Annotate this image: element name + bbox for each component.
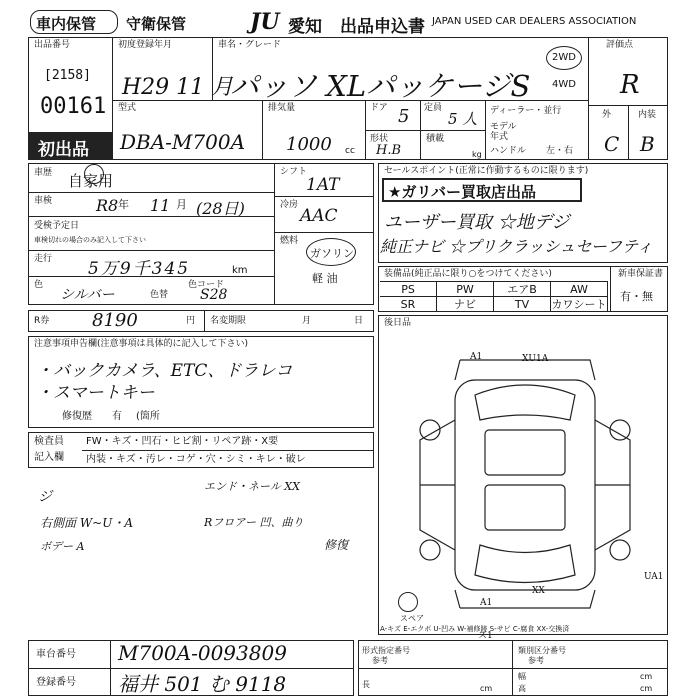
load-label: 積載 [426,134,445,144]
equipment-item: PW [437,281,494,296]
first-reg-value: H29 11 月 [122,75,234,100]
dealer-label: ディーラー・並行 [490,106,562,116]
exterior-label: 外 [602,110,612,120]
drive-4wd: 4WD [552,79,576,90]
equipment-item: エアB [494,281,551,296]
received-label: 受検予定日 [34,221,80,231]
cc-unit: cc [345,146,355,156]
sales-point-label: セールスポイント(正常に作動するものに限ります) [384,166,589,176]
form-title: 出品申込書 [340,17,425,37]
equipment-item: TV [494,296,551,311]
aircon-label: 冷房 [280,200,299,210]
inspection-row-2: 内装・キズ・汚レ・コゲ・穴・シミ・キレ・破レ [86,454,306,465]
steering-options: 左・右 [546,146,574,156]
ju-logo: JU [250,9,280,35]
exterior-score: C [604,132,620,156]
model-year-label: モデル [490,122,517,132]
displacement-label: 排気量 [268,103,296,113]
fuel-label: 燃料 [280,236,299,246]
gulliver-text: ★ガリバー買取店出品 [388,183,536,201]
inspection-day: (28日) [196,199,245,218]
repair-label: 修復歴 [62,411,92,422]
km-unit: km [232,265,248,276]
first-reg-label: 初度登録年月 [118,40,173,50]
color-code-label: 色コード [188,280,225,290]
aircon-value: AAC [300,206,338,226]
ref-label-2: 参考 [528,656,544,665]
year-label: 年式 [490,132,509,142]
notes-label: 注意事項申告欄(注意事項は具体的に記入して下さい) [34,339,249,349]
inspection-unit-month: 月 [176,198,187,211]
color-change-label: 色替 [150,290,169,300]
diagram-mark-zi: ズ1 [478,631,493,641]
spare-tire-icon [398,592,418,612]
recycle-yen: 円 [186,316,196,326]
class-no-label: 類別区分番号 [518,646,566,655]
fuel-diesel: 軽 油 [312,272,338,285]
shift-value: 1AT [306,175,340,195]
equipment-item: ナビ [437,296,494,311]
equipment-item: SR [380,296,437,311]
plate-label: 登録番号 [36,677,76,688]
first-listing-label: 初出品 [38,140,89,160]
score-value: R [620,70,640,100]
score-label: 評価点 [606,40,634,50]
org-name: 愛知 [288,17,322,37]
repair-yes: 有 [112,411,122,422]
plate-value: 福井 501 む 9118 [118,672,287,696]
sales-point-2: 純正ナビ ☆プリクラッシュセーフティ [380,237,653,256]
equipment-item: PS [380,281,437,296]
kg-unit: kg [472,150,482,159]
model-label: 型式 [118,103,137,113]
notes-line-2: ・スマートキー [36,383,155,403]
capacity-label: 定員 [424,103,443,113]
diagram-mark-a1b: A1 [480,598,493,608]
inspection-note-5: ボデー A [40,540,85,553]
shape-label: 形状 [370,134,389,144]
damage-legend: A-キズ E-エクボ U-凹み W-補修跡 S-サビ C-腐食 XX-交換済 [380,625,570,633]
diagram-mark-ua1: UA1 [644,572,664,582]
length-label: 長 [362,680,370,689]
inspection-unit-year: 年 [118,198,129,211]
shift-label: シフト [280,167,308,177]
name-change-label: 名変期限 [210,316,247,326]
inspection-note-3: 右側面 W~U・A [40,516,133,530]
recycle-value: 8190 [92,310,138,331]
inspection-month: 11 [150,196,171,215]
shape-spec-label: 形式指定番号 [362,646,410,655]
model-value: DBA-M700A [120,130,246,154]
diagram-mark-a1: A1 [470,352,483,362]
fuel-gasoline: ガソリン [310,247,354,260]
inspector-label: 検査員 [34,436,64,447]
repair-part: (箇所 [136,411,160,422]
diagram-mark-xx: XX [532,586,545,596]
inspection-year: R8 [96,196,119,215]
received-note: 車検切れの場合のみ記入して下さい [34,236,146,244]
chassis-label: 車台番号 [36,649,76,660]
height-unit: cm [640,684,653,693]
width-unit: cm [640,672,653,681]
lot-code: [2158] [44,68,91,83]
new-warranty-options: 有・無 [620,290,653,303]
inspection-note-6: 修復 [324,538,349,552]
equipment-item: AW [551,281,608,296]
height-label: 高 [518,684,526,693]
association-name: JAPAN USED CAR DEALERS ASSOCIATION [432,16,637,27]
tab-guard-storage-label: 守衛保管 [126,15,187,33]
interior-label: 内装 [638,110,657,120]
new-warranty-label: 新車保証書 [618,269,664,279]
usage-label: 車歴 [34,168,53,178]
diagram-mark-xu1a: XU1A [522,354,549,364]
name-grade-value: パッソ XLパッケージS [230,69,531,103]
capacity-value: 5 人 [448,110,478,128]
inspection-note-4: Rフロアー 凹、曲り [204,516,304,529]
recycle-row [28,310,374,332]
entry-label: 記入欄 [34,452,64,463]
rear-seat-label: 後日品 [384,318,412,328]
lot-number: 00161 [40,94,107,119]
notes-line-1: ・バックカメラ、ETC、ドラレコ [36,361,293,381]
color-code-value: S28 [200,287,228,303]
color-value: シルバー [60,287,115,303]
color-label: 色 [34,280,44,290]
lot-number-label: 出品番号 [34,40,71,50]
inspection-label: 車検 [34,196,53,206]
ref-label-1: 参考 [372,656,388,665]
interior-score: B [640,132,655,156]
mileage-value: 5万9千345 [88,259,191,279]
shape-value: H.B [376,143,402,158]
spare-label: スペア [400,614,424,623]
equipment-item: カワシート [551,298,607,311]
chassis-value: M700A-0093809 [118,641,287,665]
inspection-row-1: FW・キズ・凹石・ヒビ割・リペア跡・X要 [86,436,279,447]
door-value: 5 [398,106,410,127]
name-change-day: 日 [354,316,364,326]
equipment-label: 装備品(純正品に限り○をつけてください) [384,269,552,279]
name-change-month: 月 [302,316,312,326]
mileage-label: 走行 [34,254,53,264]
usage-value: 自家用 [68,172,114,190]
name-grade-label: 車名・グレード [218,40,282,50]
inspection-note-1: ジ [38,489,52,505]
displacement-value: 1000 [286,134,332,155]
door-label: ドア [370,103,388,113]
car-body-diagram [400,350,650,620]
drive-2wd: 2WD [552,52,576,63]
inspection-note-2: エンド・ネール XX [204,480,300,493]
recycle-label: R券 [34,316,50,326]
tab-car-storage-label: 車内保管 [36,15,97,33]
length-unit: cm [480,684,493,693]
steering-label: ハンドル [490,146,527,156]
width-label: 幅 [518,672,526,681]
equipment-grid [380,281,608,311]
sales-point-1: ユーザー買取 ☆地デジ [384,212,570,233]
